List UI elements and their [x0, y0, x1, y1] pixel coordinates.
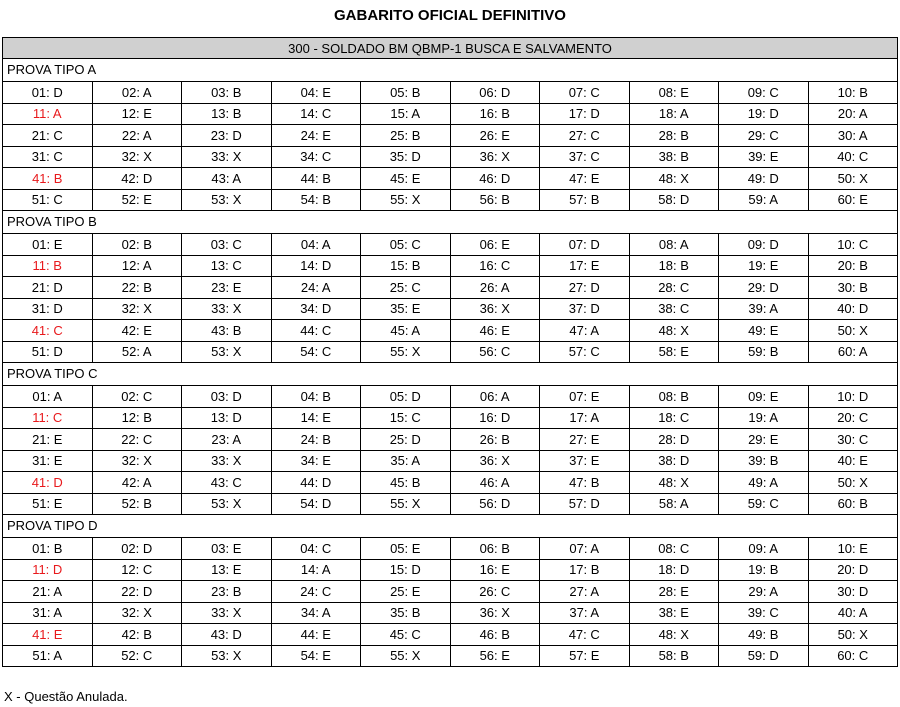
answer-cell: 50: X — [808, 168, 898, 190]
answer-cell: 35: A — [361, 450, 451, 472]
answer-cell: 33: X — [182, 298, 272, 320]
table-row — [3, 168, 898, 190]
answer-cell: 56: D — [450, 493, 540, 515]
answer-cell: 37: D — [540, 298, 630, 320]
answer-cell: 05: D — [361, 386, 451, 408]
table-row — [3, 538, 898, 560]
answer-cell: 50: X — [808, 320, 898, 342]
answer-sheet — [2, 37, 898, 667]
table-row — [3, 125, 898, 147]
answer-cell: 35: E — [361, 298, 451, 320]
answer-cell: 28: B — [629, 125, 719, 147]
answer-cell: 42: D — [92, 168, 182, 190]
table-row — [3, 146, 898, 168]
answer-cell: 03: E — [182, 538, 272, 560]
answer-cell: 59: B — [719, 341, 809, 363]
table-row — [3, 407, 898, 429]
answer-cell: 24: E — [271, 125, 361, 147]
answer-cell: 56: C — [450, 341, 540, 363]
answer-cell: 35: D — [361, 146, 451, 168]
answer-cell: 33: X — [182, 450, 272, 472]
section-label: PROVA TIPO A — [2, 59, 898, 81]
answer-cell: 20: A — [808, 103, 898, 125]
answer-cell: 41: C — [3, 320, 93, 342]
answer-cell: 55: X — [361, 645, 451, 667]
answer-cell: 11: A — [3, 103, 93, 125]
answer-cell: 52: C — [92, 645, 182, 667]
answer-cell: 13: E — [182, 559, 272, 581]
answer-cell: 25: D — [361, 429, 451, 451]
answer-cell: 16: D — [450, 407, 540, 429]
answer-cell: 57: B — [540, 189, 630, 211]
answer-cell: 12: A — [92, 255, 182, 277]
answer-cell: 36: X — [450, 146, 540, 168]
answer-cell: 06: B — [450, 538, 540, 560]
answer-cell: 41: D — [3, 472, 93, 494]
answer-cell: 31: C — [3, 146, 93, 168]
answer-cell: 28: D — [629, 429, 719, 451]
answer-cell: 51: A — [3, 645, 93, 667]
answer-cell: 19: E — [719, 255, 809, 277]
answer-cell: 51: C — [3, 189, 93, 211]
answer-cell: 04: B — [271, 386, 361, 408]
answer-cell: 17: B — [540, 559, 630, 581]
answer-cell: 25: B — [361, 125, 451, 147]
answer-cell: 38: B — [629, 146, 719, 168]
answer-cell: 02: C — [92, 386, 182, 408]
answer-cell: 11: D — [3, 559, 93, 581]
answer-cell: 19: D — [719, 103, 809, 125]
answer-cell: 42: B — [92, 624, 182, 646]
answer-cell: 37: C — [540, 146, 630, 168]
answer-cell: 23: A — [182, 429, 272, 451]
answer-cell: 48: X — [629, 624, 719, 646]
table-row — [3, 493, 898, 515]
answer-cell: 04: E — [271, 82, 361, 104]
answer-cell: 40: C — [808, 146, 898, 168]
answer-cell: 21: D — [3, 277, 93, 299]
answer-cell: 22: A — [92, 125, 182, 147]
answer-cell: 37: A — [540, 602, 630, 624]
answer-table — [2, 537, 898, 667]
answer-cell: 25: E — [361, 581, 451, 603]
answer-cell: 56: E — [450, 645, 540, 667]
answer-cell: 52: A — [92, 341, 182, 363]
answer-cell: 29: E — [719, 429, 809, 451]
answer-cell: 45: C — [361, 624, 451, 646]
answer-cell: 39: B — [719, 450, 809, 472]
answer-cell: 40: E — [808, 450, 898, 472]
answer-cell: 48: X — [629, 472, 719, 494]
section-label: PROVA TIPO B — [2, 211, 898, 233]
answer-cell: 58: D — [629, 189, 719, 211]
answer-cell: 10: C — [808, 234, 898, 256]
answer-cell: 16: C — [450, 255, 540, 277]
answer-cell: 41: E — [3, 624, 93, 646]
answer-cell: 02: A — [92, 82, 182, 104]
answer-cell: 21: E — [3, 429, 93, 451]
course-header: 300 - SOLDADO BM QBMP-1 BUSCA E SALVAMENTO — [2, 37, 898, 59]
answer-cell: 25: C — [361, 277, 451, 299]
answer-cell: 23: D — [182, 125, 272, 147]
answer-cell: 27: C — [540, 125, 630, 147]
answer-cell: 52: B — [92, 493, 182, 515]
answer-cell: 01: A — [3, 386, 93, 408]
answer-cell: 45: A — [361, 320, 451, 342]
answer-cell: 11: C — [3, 407, 93, 429]
answer-cell: 31: D — [3, 298, 93, 320]
answer-cell: 04: A — [271, 234, 361, 256]
answer-cell: 34: E — [271, 450, 361, 472]
answer-cell: 37: E — [540, 450, 630, 472]
answer-cell: 28: E — [629, 581, 719, 603]
answer-cell: 41: B — [3, 168, 93, 190]
answer-cell: 53: X — [182, 341, 272, 363]
answer-table — [2, 233, 898, 363]
answer-cell: 32: X — [92, 450, 182, 472]
table-row — [3, 103, 898, 125]
answer-cell: 16: E — [450, 559, 540, 581]
answer-cell: 05: E — [361, 538, 451, 560]
answer-cell: 57: D — [540, 493, 630, 515]
answer-cell: 57: C — [540, 341, 630, 363]
answer-cell: 39: A — [719, 298, 809, 320]
answer-cell: 13: D — [182, 407, 272, 429]
answer-cell: 30: A — [808, 125, 898, 147]
answer-cell: 22: D — [92, 581, 182, 603]
answer-cell: 08: C — [629, 538, 719, 560]
answer-cell: 43: B — [182, 320, 272, 342]
answer-cell: 44: E — [271, 624, 361, 646]
answer-cell: 59: A — [719, 189, 809, 211]
answer-cell: 56: B — [450, 189, 540, 211]
answer-cell: 60: C — [808, 645, 898, 667]
answer-cell: 05: B — [361, 82, 451, 104]
answer-cell: 47: E — [540, 168, 630, 190]
answer-cell: 49: E — [719, 320, 809, 342]
table-row — [3, 320, 898, 342]
answer-cell: 43: C — [182, 472, 272, 494]
answer-cell: 30: B — [808, 277, 898, 299]
table-row — [3, 341, 898, 363]
answer-cell: 02: B — [92, 234, 182, 256]
table-row — [3, 189, 898, 211]
answer-cell: 51: D — [3, 341, 93, 363]
answer-cell: 23: B — [182, 581, 272, 603]
answer-cell: 19: B — [719, 559, 809, 581]
answer-cell: 54: B — [271, 189, 361, 211]
answer-cell: 02: D — [92, 538, 182, 560]
answer-cell: 27: D — [540, 277, 630, 299]
answer-cell: 18: A — [629, 103, 719, 125]
answer-cell: 38: C — [629, 298, 719, 320]
answer-cell: 26: E — [450, 125, 540, 147]
answer-cell: 06: E — [450, 234, 540, 256]
answer-cell: 59: C — [719, 493, 809, 515]
answer-cell: 46: D — [450, 168, 540, 190]
answer-cell: 40: D — [808, 298, 898, 320]
answer-cell: 10: B — [808, 82, 898, 104]
answer-cell: 59: D — [719, 645, 809, 667]
answer-cell: 39: E — [719, 146, 809, 168]
answer-cell: 53: X — [182, 645, 272, 667]
answer-cell: 50: X — [808, 624, 898, 646]
answer-cell: 40: A — [808, 602, 898, 624]
answer-cell: 47: A — [540, 320, 630, 342]
answer-cell: 60: B — [808, 493, 898, 515]
footnote: X - Questão Anulada. — [4, 689, 128, 704]
answer-cell: 17: D — [540, 103, 630, 125]
answer-cell: 55: X — [361, 189, 451, 211]
table-row — [3, 602, 898, 624]
answer-cell: 18: C — [629, 407, 719, 429]
answer-cell: 52: E — [92, 189, 182, 211]
answer-cell: 12: B — [92, 407, 182, 429]
answer-cell: 32: X — [92, 146, 182, 168]
answer-cell: 33: X — [182, 602, 272, 624]
table-row — [3, 386, 898, 408]
answer-cell: 49: B — [719, 624, 809, 646]
answer-cell: 32: X — [92, 602, 182, 624]
answer-cell: 04: C — [271, 538, 361, 560]
answer-cell: 30: D — [808, 581, 898, 603]
answer-cell: 34: D — [271, 298, 361, 320]
answer-cell: 07: E — [540, 386, 630, 408]
answer-cell: 07: A — [540, 538, 630, 560]
answer-cell: 22: C — [92, 429, 182, 451]
answer-cell: 26: C — [450, 581, 540, 603]
answer-cell: 15: A — [361, 103, 451, 125]
answer-cell: 19: A — [719, 407, 809, 429]
answer-cell: 14: C — [271, 103, 361, 125]
table-row — [3, 645, 898, 667]
answer-cell: 36: X — [450, 298, 540, 320]
answer-cell: 26: A — [450, 277, 540, 299]
answer-cell: 47: C — [540, 624, 630, 646]
answer-cell: 55: X — [361, 341, 451, 363]
answer-cell: 17: E — [540, 255, 630, 277]
answer-cell: 09: C — [719, 82, 809, 104]
answer-cell: 60: E — [808, 189, 898, 211]
answer-cell: 15: B — [361, 255, 451, 277]
table-row — [3, 559, 898, 581]
answer-cell: 17: A — [540, 407, 630, 429]
answer-cell: 44: D — [271, 472, 361, 494]
answer-cell: 33: X — [182, 146, 272, 168]
answer-cell: 09: D — [719, 234, 809, 256]
table-row — [3, 255, 898, 277]
answer-cell: 57: E — [540, 645, 630, 667]
answer-cell: 24: A — [271, 277, 361, 299]
answer-cell: 54: E — [271, 645, 361, 667]
answer-cell: 07: D — [540, 234, 630, 256]
answer-cell: 20: B — [808, 255, 898, 277]
answer-cell: 55: X — [361, 493, 451, 515]
answer-cell: 01: E — [3, 234, 93, 256]
table-row — [3, 277, 898, 299]
answer-cell: 31: E — [3, 450, 93, 472]
answer-cell: 05: C — [361, 234, 451, 256]
answer-cell: 34: A — [271, 602, 361, 624]
answer-cell: 42: E — [92, 320, 182, 342]
answer-cell: 09: E — [719, 386, 809, 408]
answer-cell: 23: E — [182, 277, 272, 299]
answer-cell: 46: A — [450, 472, 540, 494]
table-row — [3, 472, 898, 494]
answer-cell: 24: C — [271, 581, 361, 603]
answer-cell: 18: B — [629, 255, 719, 277]
table-row — [3, 429, 898, 451]
answer-cell: 34: C — [271, 146, 361, 168]
answer-cell: 03: D — [182, 386, 272, 408]
answer-cell: 58: E — [629, 341, 719, 363]
answer-cell: 28: C — [629, 277, 719, 299]
answer-cell: 29: A — [719, 581, 809, 603]
answer-cell: 21: A — [3, 581, 93, 603]
answer-cell: 06: A — [450, 386, 540, 408]
answer-cell: 08: E — [629, 82, 719, 104]
answer-cell: 43: A — [182, 168, 272, 190]
answer-cell: 21: C — [3, 125, 93, 147]
answer-cell: 58: B — [629, 645, 719, 667]
answer-cell: 08: B — [629, 386, 719, 408]
answer-cell: 38: E — [629, 602, 719, 624]
answer-cell: 14: E — [271, 407, 361, 429]
table-row — [3, 82, 898, 104]
answer-cell: 01: D — [3, 82, 93, 104]
answer-cell: 12: C — [92, 559, 182, 581]
answer-cell: 03: C — [182, 234, 272, 256]
answer-cell: 36: X — [450, 450, 540, 472]
answer-cell: 14: D — [271, 255, 361, 277]
answer-cell: 35: B — [361, 602, 451, 624]
answer-cell: 50: X — [808, 472, 898, 494]
answer-cell: 26: B — [450, 429, 540, 451]
answer-cell: 22: B — [92, 277, 182, 299]
table-row — [3, 450, 898, 472]
answer-cell: 45: E — [361, 168, 451, 190]
table-row — [3, 234, 898, 256]
answer-cell: 48: X — [629, 168, 719, 190]
section-label: PROVA TIPO D — [2, 515, 898, 537]
answer-cell: 39: C — [719, 602, 809, 624]
answer-cell: 15: C — [361, 407, 451, 429]
answer-cell: 42: A — [92, 472, 182, 494]
answer-cell: 46: B — [450, 624, 540, 646]
answer-cell: 54: D — [271, 493, 361, 515]
answer-cell: 20: D — [808, 559, 898, 581]
answer-cell: 13: C — [182, 255, 272, 277]
answer-cell: 53: X — [182, 493, 272, 515]
answer-cell: 54: C — [271, 341, 361, 363]
answer-cell: 07: C — [540, 82, 630, 104]
answer-table — [2, 385, 898, 515]
answer-cell: 29: D — [719, 277, 809, 299]
answer-cell: 20: C — [808, 407, 898, 429]
answer-cell: 06: D — [450, 82, 540, 104]
answer-cell: 15: D — [361, 559, 451, 581]
answer-cell: 49: A — [719, 472, 809, 494]
answer-cell: 48: X — [629, 320, 719, 342]
answer-cell: 14: A — [271, 559, 361, 581]
table-row — [3, 298, 898, 320]
answer-cell: 01: B — [3, 538, 93, 560]
answer-cell: 47: B — [540, 472, 630, 494]
answer-cell: 44: C — [271, 320, 361, 342]
answer-cell: 30: C — [808, 429, 898, 451]
answer-cell: 32: X — [92, 298, 182, 320]
answer-cell: 58: A — [629, 493, 719, 515]
answer-cell: 45: B — [361, 472, 451, 494]
answer-cell: 09: A — [719, 538, 809, 560]
answer-cell: 31: A — [3, 602, 93, 624]
section-label: PROVA TIPO C — [2, 363, 898, 385]
answer-cell: 16: B — [450, 103, 540, 125]
answer-cell: 27: E — [540, 429, 630, 451]
answer-cell: 49: D — [719, 168, 809, 190]
answer-cell: 08: A — [629, 234, 719, 256]
answer-cell: 60: A — [808, 341, 898, 363]
answer-cell: 53: X — [182, 189, 272, 211]
answer-cell: 36: X — [450, 602, 540, 624]
answer-cell: 38: D — [629, 450, 719, 472]
answer-table — [2, 81, 898, 211]
answer-cell: 13: B — [182, 103, 272, 125]
answer-cell: 24: B — [271, 429, 361, 451]
answer-cell: 10: E — [808, 538, 898, 560]
answer-cell: 10: D — [808, 386, 898, 408]
answer-cell: 27: A — [540, 581, 630, 603]
answer-cell: 51: E — [3, 493, 93, 515]
answer-cell: 12: E — [92, 103, 182, 125]
page-title: GABARITO OFICIAL DEFINITIVO — [334, 7, 566, 24]
answer-cell: 18: D — [629, 559, 719, 581]
answer-cell: 46: E — [450, 320, 540, 342]
table-row — [3, 624, 898, 646]
answer-cell: 03: B — [182, 82, 272, 104]
answer-cell: 43: D — [182, 624, 272, 646]
answer-cell: 44: B — [271, 168, 361, 190]
answer-cell: 29: C — [719, 125, 809, 147]
table-row — [3, 581, 898, 603]
answer-cell: 11: B — [3, 255, 93, 277]
